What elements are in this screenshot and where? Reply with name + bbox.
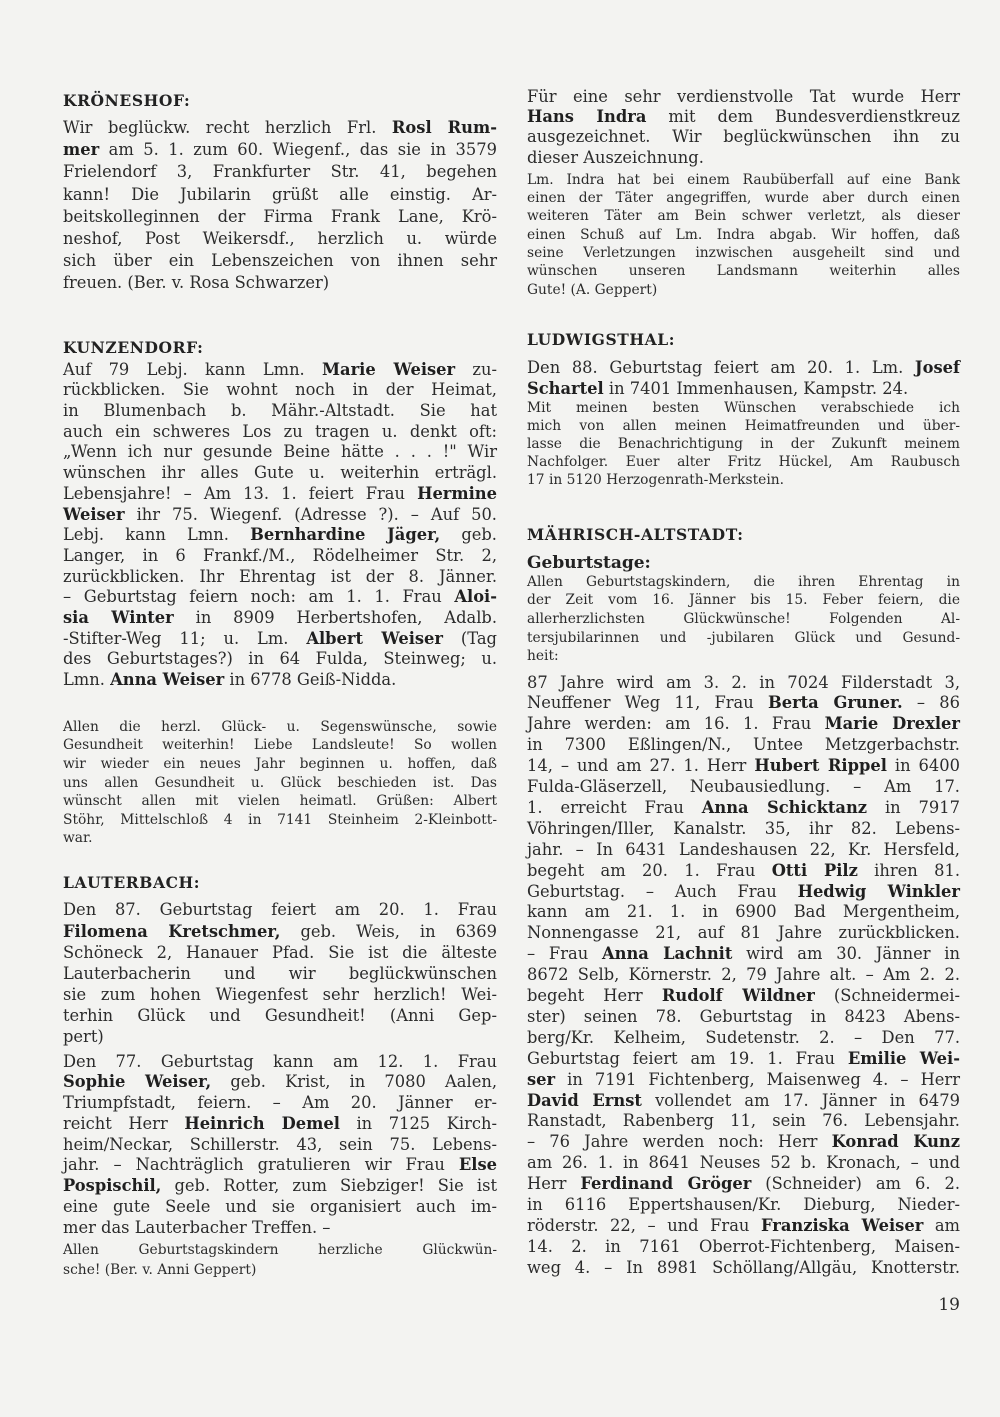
bold-name: Hedwig Winkler <box>797 881 960 901</box>
bold-name: Heinrich Demel <box>184 1113 340 1133</box>
text-run: heit: <box>527 648 559 665</box>
text-run: Gute! (A. Geppert) <box>527 281 658 298</box>
text-line <box>63 921 497 942</box>
text-run: am 5. 1. zum 60. Wiegenf., das sie in 3579 <box>99 140 497 160</box>
text-run: pert) <box>63 1027 104 1047</box>
text-run: mit dem Bundesverdienstkreuz <box>646 107 960 127</box>
text-line <box>63 567 497 588</box>
text-line <box>63 1155 497 1176</box>
text-run: heim/Neckar, Schillerstr. 43, sein 75. Lebens- <box>63 1134 497 1154</box>
text-run: geb. <box>440 525 497 545</box>
text-run: 8672 Selb, Körnerstr. 2, 79 Jahre alt. – Am 2. 2. <box>527 965 960 985</box>
text-line <box>63 608 497 629</box>
text-run: ster) seinen 78. Geburtstag in 8423 Abens- <box>527 1006 960 1026</box>
text-line <box>527 591 960 610</box>
text-line <box>63 1072 497 1093</box>
text-run: Geburtstag. – Auch Frau <box>527 881 798 901</box>
text-run: terhin Glück und Gesundheit! (Anni Gep- <box>63 1005 497 1025</box>
bold-name: Bernhardine Jäger, <box>250 525 441 545</box>
text-run: weg 4. – In 8981 Schöllang/Allgäu, Knotterstr. <box>527 1257 960 1277</box>
text-run: in 6400 <box>886 756 960 776</box>
text-run: sie zum hohen Wiegenfest sehr herzlich! Wei- <box>63 984 497 1004</box>
bold-name: Josef <box>914 357 960 377</box>
bold-name: Rudolf Wildner <box>661 986 815 1006</box>
page-number: 19 <box>938 1295 960 1315</box>
text-line <box>63 718 497 737</box>
text-run: in 7191 Fichtenberg, Maisenweg 4. – Herr <box>555 1069 960 1089</box>
text-run: einen Schuß auf Lm. Indra abgab. Wir hoffen, daß <box>527 226 960 243</box>
text-run: wünschen unseren Landsmann weiterhin alles <box>527 263 960 280</box>
text-line <box>63 228 497 250</box>
text-line <box>63 899 497 920</box>
section-heading: KRÖNESHOF: <box>63 91 191 110</box>
text-run: weiteren Täter am Bein schwer verletzt, als dieser <box>527 208 960 225</box>
text-line <box>63 984 497 1005</box>
text-line <box>63 1026 497 1047</box>
text-run: neshof, Post Weikersdf., herzlich u. würde <box>63 228 497 248</box>
text-run: Ranstadt, Rabenberg 11, sein 76. Lebensjahr. <box>527 1111 960 1131</box>
text-run: allerherzlichsten Glückwünsche! Folgenden Al- <box>527 611 960 628</box>
text-line <box>63 629 497 650</box>
text-run: Den 87. Geburtstag feiert am 20. 1. Frau <box>63 900 497 920</box>
text-run: Den 77. Geburtstag kann am 12. 1. Frau <box>63 1051 497 1071</box>
text-run: tersjubilarinnen und -jubilaren Glück und Gesund- <box>527 629 960 646</box>
text-line <box>63 1197 497 1218</box>
text-line <box>63 1052 497 1073</box>
text-run: in Blumenbach b. Mähr.-Altstadt. Sie hat <box>63 401 497 421</box>
text-run: kann! Die Jubilarin grüßt alle einstig. Ar- <box>63 184 497 204</box>
text-line <box>63 272 497 294</box>
text-line <box>63 380 497 401</box>
text-line <box>63 206 497 228</box>
bold-name: Franziska Weiser <box>760 1215 924 1235</box>
text-line <box>63 1218 497 1239</box>
text-line <box>63 442 497 463</box>
text-run: geb. Weis, in 6369 <box>280 921 498 941</box>
text-line <box>527 399 960 417</box>
text-run: „Wenn ich nur gesunde Beine hätte . . . !" Wir <box>63 442 497 462</box>
text-run: lasse die Benachrichtigung in der Zukunft meinem <box>527 436 960 452</box>
text-line <box>527 207 960 225</box>
text-line <box>527 1091 960 1112</box>
text-run: geb. Rotter, zum Siebziger! Sie ist <box>161 1176 497 1196</box>
text-line <box>527 148 960 168</box>
text-run: – 86 <box>902 693 961 713</box>
text-line <box>63 774 497 793</box>
text-run: reicht Herr <box>63 1113 185 1133</box>
text-run: Nonnengasse 21, auf 81 Jahre zurückblicken. <box>527 923 960 943</box>
bold-name: mer <box>63 140 100 160</box>
section-heading: MÄHRISCH-ALTSTADT: <box>527 525 744 544</box>
text-run: Jahre werden: am 16. 1. Frau <box>527 714 825 734</box>
text-run: Langer, in 6 Frankf./M., Rödelheimer Str. 2, <box>63 545 497 565</box>
text-line <box>527 1049 960 1070</box>
text-run: Triumpfstadt, feiern. – Am 20. Jänner er- <box>63 1093 497 1113</box>
text-line <box>527 693 960 714</box>
section-heading: KUNZENDORF: <box>63 338 204 357</box>
text-run: mich von allen meinen Heimatfreunden und über- <box>527 418 960 434</box>
bold-name: Konrad Kunz <box>831 1132 960 1152</box>
text-line <box>527 171 960 189</box>
text-run: Geburtstag feiert am 19. 1. Frau <box>527 1048 848 1068</box>
text-run: Schöneck 2, Hanauer Pfad. Sie ist die älteste <box>63 942 497 962</box>
bold-name: Albert Weiser <box>306 628 443 648</box>
text-line <box>63 649 497 670</box>
text-line <box>527 281 960 299</box>
section-subheading: Geburtstage: <box>527 553 651 573</box>
text-line <box>527 1153 960 1174</box>
text-run: der Zeit vom 16. Jänner bis 15. Feber feiern, die <box>527 592 960 609</box>
text-run: 14, – und am 27. 1. Herr <box>527 756 755 776</box>
text-run: beitskolleginnen der Firma Frank Lane, Krö- <box>63 206 497 226</box>
text-run: Gesundheit weiterhin! Liebe Landsleute! So wollen <box>63 737 497 754</box>
text-line <box>527 840 960 861</box>
text-run: Allen die herzl. Glück- u. Segenswünsche, sowie <box>63 718 497 735</box>
text-line <box>527 673 960 694</box>
text-line <box>527 378 960 399</box>
text-run: – Geburtstag feiern noch: am 1. 1. Frau <box>63 587 455 607</box>
text-line <box>527 944 960 965</box>
text-run: rückblicken. Sie wohnt noch in der Heimat, <box>63 380 497 400</box>
text-run: Frielendorf 3, Frankfurter Str. 41, begehen <box>63 162 497 182</box>
text-line <box>63 505 497 526</box>
text-run: mer das Lauterbacher Treffen. – <box>63 1217 331 1237</box>
text-run: in 7300 Eßlingen/N., Untee Metzgerbachstr. <box>527 735 960 755</box>
text-run: Lebensjahre! – Am 13. 1. feiert Frau <box>63 483 418 503</box>
text-run: Den 88. Geburtstag feiert am 20. 1. Lm. <box>527 357 915 377</box>
text-line <box>527 714 960 735</box>
text-run: 1. erreicht Frau <box>527 797 702 817</box>
text-line <box>527 882 960 903</box>
bold-name: Hermine <box>417 483 497 503</box>
text-run: Für eine sehr verdienstvolle Tat wurde Herr <box>527 86 960 106</box>
text-line <box>63 670 497 691</box>
text-line <box>63 117 497 139</box>
text-line <box>63 422 497 443</box>
text-run: kann am 21. 1. in 6900 Bad Mergentheim, <box>527 902 960 922</box>
text-run: Nachfolger. Euer alter Fritz Hückel, Am Raubusch <box>527 454 960 470</box>
text-run: Herr <box>527 1174 581 1194</box>
text-run: sche! (Ber. v. Anni Geppert) <box>63 1262 257 1278</box>
text-run: 87 Jahre wird am 3. 2. in 7024 Filderstadt 3, <box>527 672 960 692</box>
text-line <box>63 1176 497 1197</box>
text-line <box>63 250 497 272</box>
text-line <box>527 1174 960 1195</box>
text-run: Vöhringen/Iller, Kanalstr. 35, ihr 82. Lebens- <box>527 818 960 838</box>
text-run: – Frau <box>527 944 602 964</box>
bold-name: Anna Weiser <box>110 670 225 690</box>
bold-name: Sophie Weiser, <box>63 1072 212 1092</box>
text-run: einen der Täter angegriffen, wurde aber durch einen <box>527 190 960 207</box>
text-line <box>63 829 497 848</box>
bold-name: Else <box>458 1155 497 1175</box>
text-run: jahr. – In 6431 Landeshausen 22, Kr. Hersfeld, <box>527 839 960 859</box>
text-line <box>63 1114 497 1135</box>
text-run: sich über ein Lebenszeichen von ihnen sehr <box>63 251 497 271</box>
text-line <box>63 1260 497 1280</box>
text-line <box>527 1070 960 1091</box>
bold-name: Schartel <box>527 378 604 398</box>
text-line <box>63 360 497 381</box>
text-run: zurückblicken. Ihr Ehrentag ist der 8. Jänner. <box>63 566 497 586</box>
text-run: wir wieder ein neues Jahr beginnen u. hoffen, daß <box>63 755 497 772</box>
text-line <box>527 1216 960 1237</box>
text-line <box>527 1195 960 1216</box>
text-line <box>527 435 960 453</box>
text-line <box>527 1028 960 1049</box>
text-run: röderstr. 22, – und Frau <box>527 1215 761 1235</box>
bold-name: Hubert Rippel <box>754 756 887 776</box>
text-line <box>527 965 960 986</box>
text-line <box>63 401 497 422</box>
text-run: Lebj. kann Lmn. <box>63 525 251 545</box>
text-run: freuen. (Ber. v. Rosa Schwarzer) <box>63 273 330 293</box>
bold-name: Ferdinand Gröger <box>580 1174 752 1194</box>
text-run: (Schneider) am 6. 2. <box>751 1174 960 1194</box>
bold-name: Anna Schicktanz <box>701 797 868 817</box>
text-run: Auf 79 Lebj. kann Lmn. <box>63 359 323 379</box>
bold-name: Otti Pilz <box>771 860 858 880</box>
bold-name: Hans Indra <box>527 107 647 127</box>
text-line <box>527 1237 960 1258</box>
text-line <box>527 756 960 777</box>
text-line <box>527 777 960 798</box>
bold-name: Emilie Wei- <box>847 1048 960 1068</box>
bold-name: David Ernst <box>527 1090 642 1110</box>
text-line <box>63 792 497 811</box>
text-run: in 6778 Geiß-Nidda. <box>224 670 397 690</box>
text-run: begeht am 20. 1. Frau <box>527 860 772 880</box>
bold-name: ser <box>527 1069 556 1089</box>
text-line <box>63 139 497 161</box>
bold-name: Berta Gruner. <box>767 693 903 713</box>
text-line <box>63 755 497 774</box>
text-run: Wir beglückw. recht herzlich Frl. <box>63 117 392 137</box>
text-line <box>527 1258 960 1279</box>
text-line <box>527 1007 960 1028</box>
text-run: ihr 75. Wiegenf. (Adresse ?). – Auf 50. <box>124 504 497 524</box>
text-line <box>527 127 960 147</box>
text-run: seine Verletzungen inzwischen ausgeheilt sind und <box>527 245 960 262</box>
text-run: des Geburtstages?) in 64 Fulda, Steinweg; u. <box>63 649 497 669</box>
text-line <box>63 963 497 984</box>
text-line <box>527 861 960 882</box>
text-line <box>63 484 497 505</box>
bold-name: Marie Drexler <box>824 714 960 734</box>
text-line <box>527 573 960 592</box>
text-run: in 6116 Eppertshausen/Kr. Dieburg, Nieder- <box>527 1195 960 1215</box>
text-run: am <box>923 1215 960 1235</box>
text-run: in 7401 Immenhausen, Kampstr. 24. <box>603 378 909 398</box>
text-line <box>527 902 960 923</box>
text-run: Lauterbacherin und wir beglückwünschen <box>63 963 497 983</box>
text-run: Neuffener Weg 11, Frau <box>527 693 768 713</box>
text-line <box>527 629 960 648</box>
text-run: Mit meinen besten Wünschen verabschiede ich <box>527 400 960 416</box>
text-run: am 26. 1. in 8641 Neuses 52 b. Kronach, – und <box>527 1153 960 1173</box>
bold-name: Rosl Rum- <box>391 117 497 137</box>
text-run: (Schneidermei- <box>814 986 960 1006</box>
text-line <box>63 942 497 963</box>
text-run: wünscht allen mit vielen heimatl. Grüßen: Albert <box>63 793 497 810</box>
text-run: jahr. – Nachträglich gratulieren wir Frau <box>63 1155 459 1175</box>
text-run: ausgezeichnet. Wir beglückwünschen ihn zu <box>527 127 960 147</box>
text-line <box>527 923 960 944</box>
bold-name: Filomena Kretschmer, <box>63 921 281 941</box>
text-line <box>527 107 960 127</box>
text-run: Lm. Indra hat bei einem Raubüberfall auf eine Bank <box>527 171 960 188</box>
section-heading: LAUTERBACH: <box>63 873 201 892</box>
text-run: begeht Herr <box>527 986 662 1006</box>
text-line <box>63 1135 497 1156</box>
text-run: Lmn. <box>63 670 111 690</box>
text-run: wünschen ihr alles Gute u. weiterhin erträgl. <box>63 463 497 483</box>
text-line <box>527 735 960 756</box>
text-line <box>63 736 497 755</box>
bold-name: sia Winter <box>63 608 174 628</box>
text-run: in 7125 Kirch- <box>339 1113 497 1133</box>
text-run: in 7917 <box>867 797 960 817</box>
text-line <box>527 189 960 207</box>
text-run: ihren 81. <box>857 860 961 880</box>
text-run: uns allen Gesundheit u. Glück beschieden ist. Das <box>63 774 497 791</box>
bold-name: Pospischil, <box>63 1176 162 1196</box>
text-run: -Stifter-Weg 11; u. Lm. <box>63 628 307 648</box>
text-run: Allen Geburtstagskindern, die ihren Ehrentag in <box>527 573 960 590</box>
text-line <box>63 525 497 546</box>
text-line <box>527 986 960 1007</box>
text-run: 14. 2. in 7161 Oberrot-Fichtenberg, Maisen- <box>527 1236 960 1256</box>
bold-name: Anna Lachnit <box>601 944 733 964</box>
text-run: eine gute Seele und sie organisiert auch im- <box>63 1196 497 1216</box>
text-run: Stöhr, Mittelschloß 4 in 7141 Steinheim 2-Kleinbott- <box>63 811 497 828</box>
text-line <box>527 244 960 262</box>
text-line <box>63 587 497 608</box>
text-line <box>527 262 960 280</box>
text-line <box>63 546 497 567</box>
text-line <box>527 357 960 378</box>
text-run: berg/Kr. Kelheim, Sudetenstr. 2. – Den 77. <box>527 1027 960 1047</box>
text-line <box>527 453 960 471</box>
text-line <box>527 647 960 666</box>
text-line <box>63 1093 497 1114</box>
text-line <box>527 226 960 244</box>
text-line <box>63 463 497 484</box>
section-heading: LUDWIGSTHAL: <box>527 330 676 349</box>
text-line <box>527 1132 960 1153</box>
text-run: 17 in 5120 Herzogenrath-Merkstein. <box>527 472 785 488</box>
text-run: – 76 Jahre werden noch: Herr <box>527 1132 832 1152</box>
text-run: wird am 30. Jänner in <box>732 944 960 964</box>
text-run: Fulda-Gläserzell, Neubausiedlung. – Am 17. <box>527 777 960 797</box>
text-run: vollendet am 17. Jänner in 6479 <box>641 1090 960 1110</box>
text-run: zu- <box>455 359 497 379</box>
text-line <box>63 184 497 206</box>
text-run: geb. Krist, in 7080 Aalen, <box>211 1072 497 1092</box>
bold-name: Weiser <box>63 504 125 524</box>
bold-name: Aloi- <box>454 587 497 607</box>
text-line <box>527 471 960 489</box>
text-run: in 8909 Herbertshofen, Adalb. <box>173 608 497 628</box>
text-line <box>527 819 960 840</box>
text-line <box>527 1111 960 1132</box>
text-run: auch ein schweres Los zu tragen u. denkt oft: <box>63 421 497 441</box>
text-line <box>527 798 960 819</box>
text-line <box>63 811 497 830</box>
text-run: war. <box>63 830 93 847</box>
text-run: dieser Auszeichnung. <box>527 147 704 167</box>
text-line <box>63 161 497 183</box>
text-run: (Tag <box>443 628 497 648</box>
text-line <box>63 1005 497 1026</box>
bold-name: Marie Weiser <box>322 359 456 379</box>
text-line <box>527 417 960 435</box>
text-line <box>527 610 960 629</box>
text-run: Allen Geburtstagskindern herzliche Glückwün- <box>63 1242 497 1258</box>
text-line <box>527 87 960 107</box>
text-line <box>63 1240 497 1260</box>
